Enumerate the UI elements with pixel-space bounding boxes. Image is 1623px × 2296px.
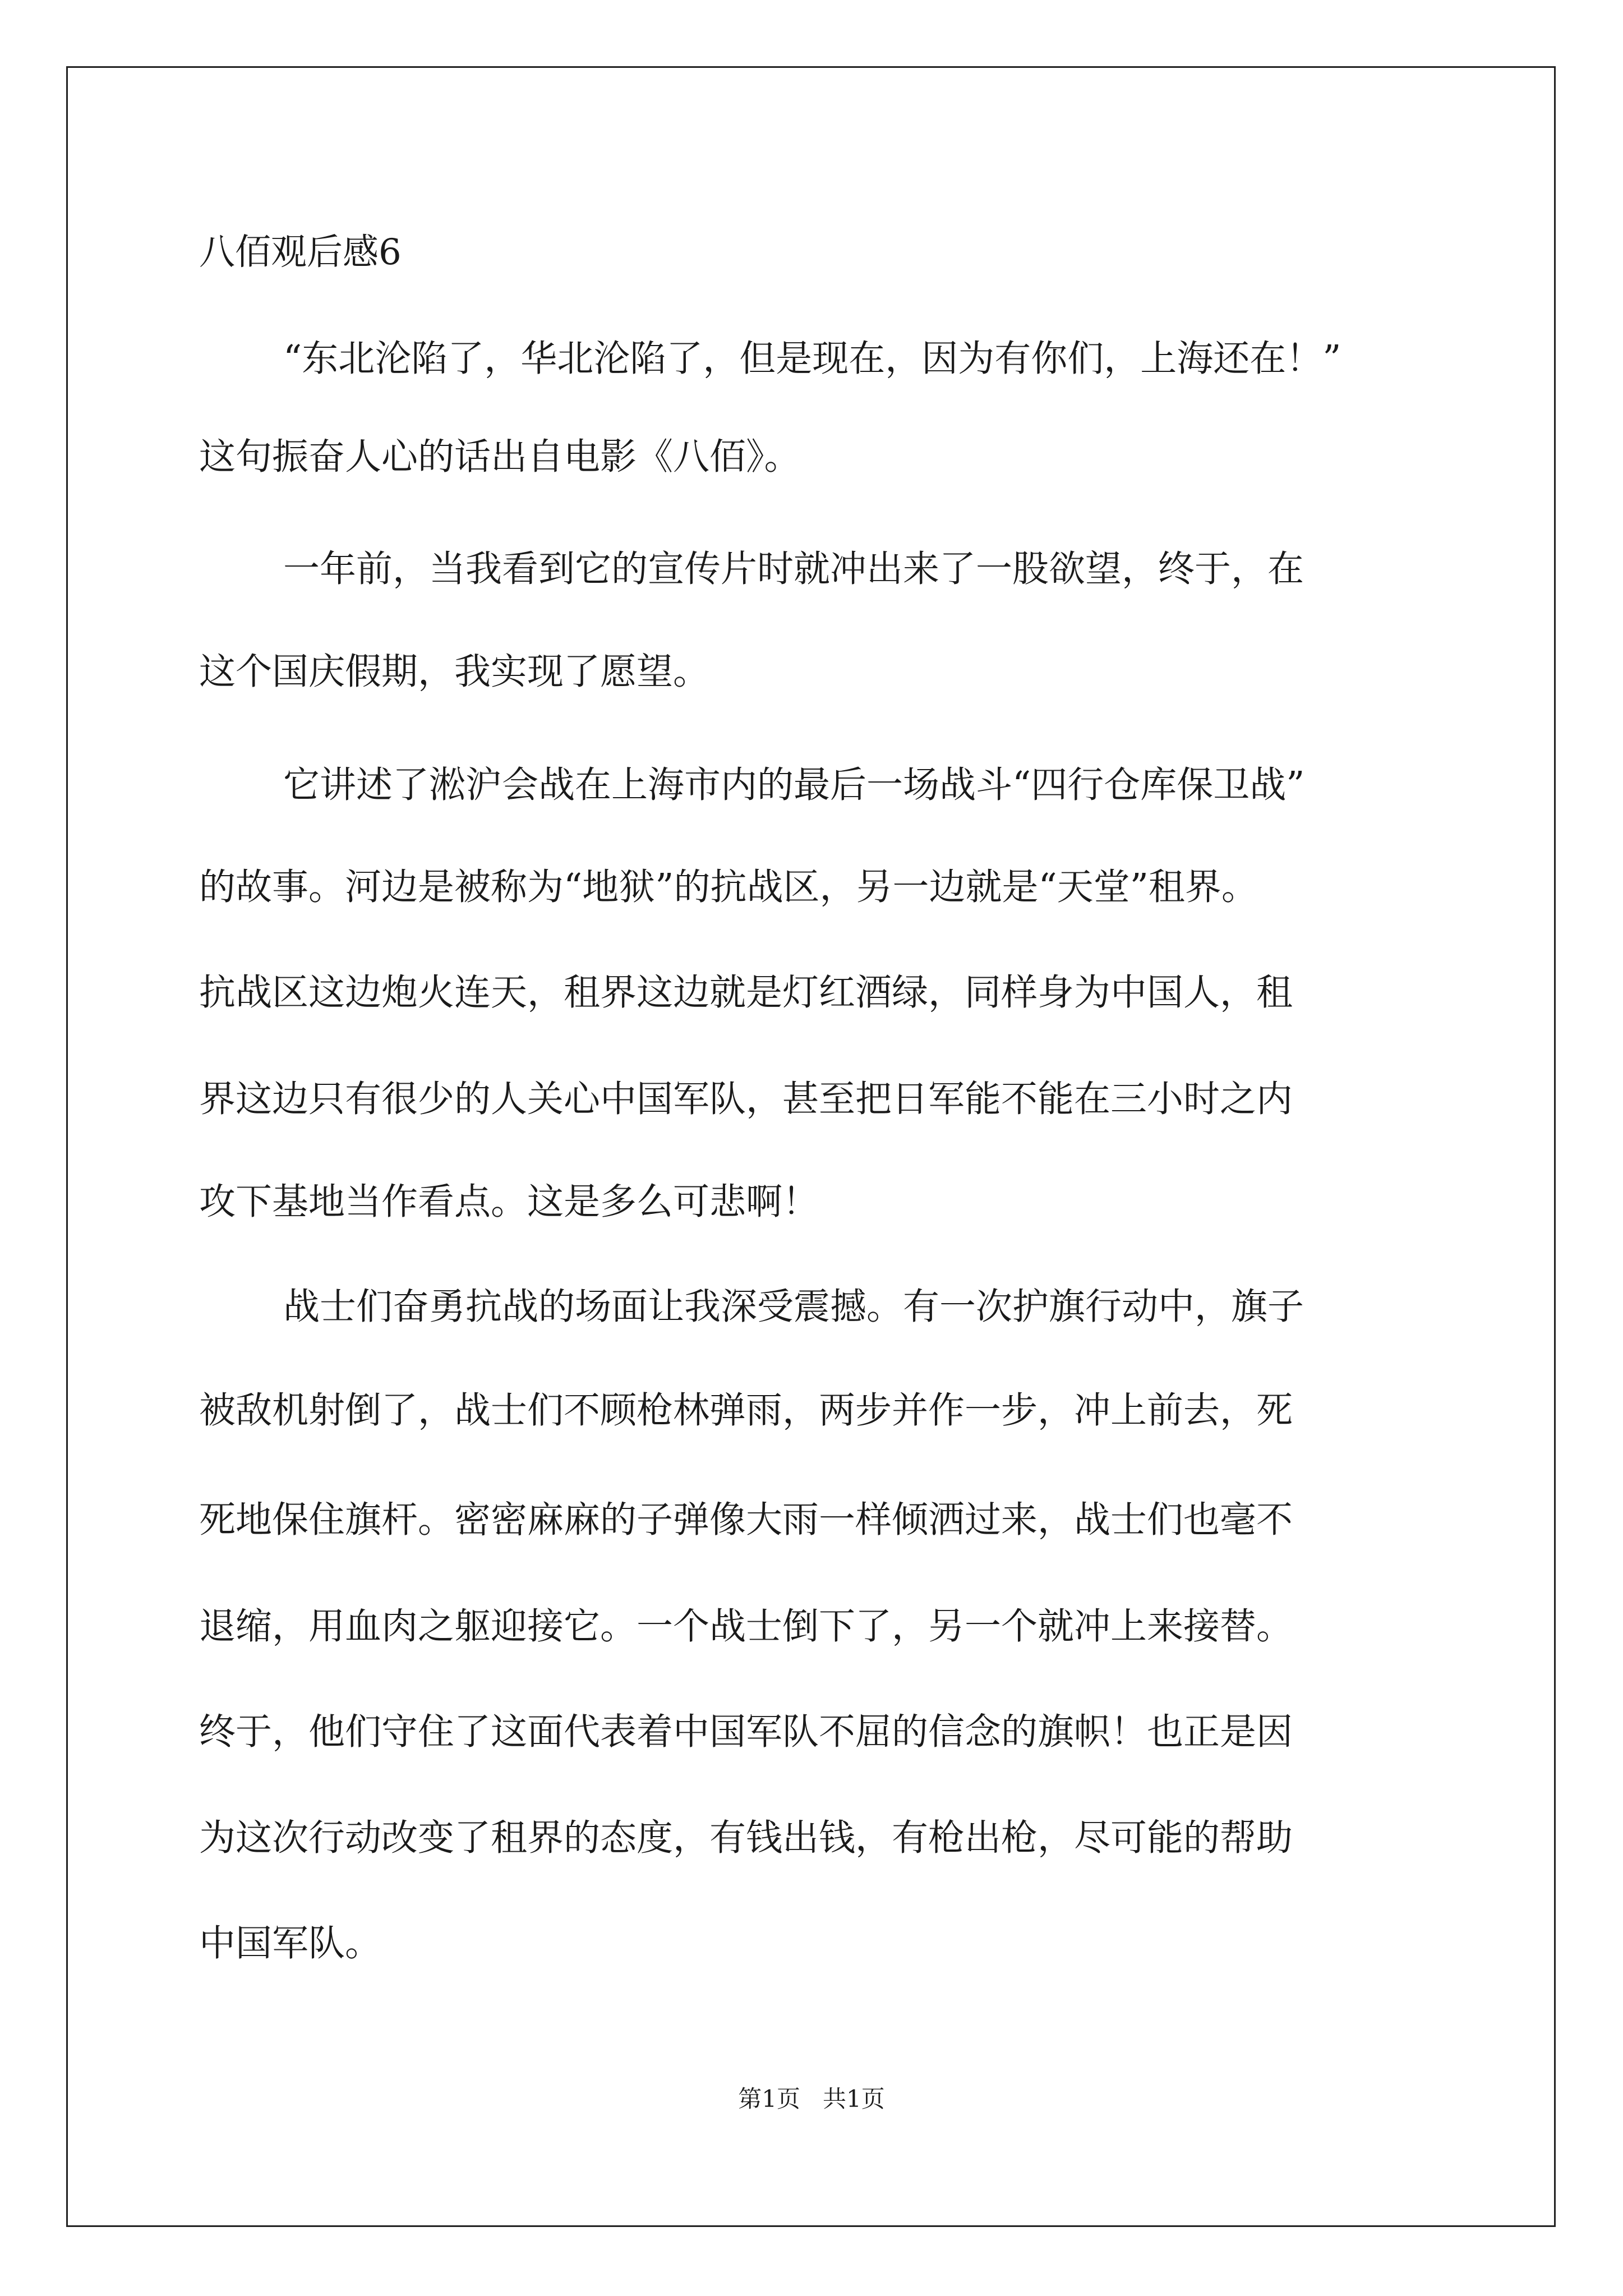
paragraph-3-line-1: 它讲述了淞沪会战在上海市内的最后一场战斗“四行仓库保卫战” [283,764,1305,806]
paragraph-4-line-2: 被敌机射倒了，战士们不顾枪林弹雨，两步并作一步，冲上前去，死 [199,1389,1293,1432]
paragraph-4-line-1: 战士们奋勇抗战的场面让我深受震撼。有一次护旗行动中，旗子 [283,1286,1304,1328]
paragraph-2-line-2: 这个国庆假期，我实现了愿望。 [199,651,710,693]
paragraph-4-line-3: 死地保住旗杆。密密麻麻的子弹像大雨一样倾洒过来，战士们也毫不 [199,1499,1293,1541]
document-title: 八佰观后感6 [199,232,402,273]
paragraph-4-line-6: 为这次行动改变了租界的态度，有钱出钱，有枪出枪，尽可能的帮助 [199,1817,1293,1859]
paragraph-1-line-1: “东北沦陷了，华北沦陷了，但是现在，因为有你们，上海还在！” [283,338,1341,380]
paragraph-4-line-4: 退缩，用血肉之躯迎接它。一个战士倒下了，另一个就冲上来接替。 [199,1605,1293,1648]
page-number-footer: 第1页 共1页 [738,2085,885,2113]
paragraph-3-line-4: 界这边只有很少的人关心中国军队，甚至把日军能不能在三小时之内 [199,1078,1293,1120]
page-border [66,66,1556,2227]
paragraph-3-line-2: 的故事。河边是被称为“地狱”的抗战区，另一边就是“天堂”租界。 [199,866,1258,908]
paragraph-4-line-5: 终于，他们守住了这面代表着中国军队不屈的信念的旗帜！也正是因 [199,1711,1293,1753]
paragraph-3-line-3: 抗战区这边炮火连天，租界这边就是灯红酒绿，同样身为中国人，租 [199,972,1293,1014]
paragraph-2-line-1: 一年前，当我看到它的宣传片时就冲出来了一股欲望，终于，在 [283,548,1304,590]
paragraph-1-line-2: 这句振奋人心的话出自电影《八佰》。 [199,436,801,478]
paragraph-3-line-5: 攻下基地当作看点。这是多么可悲啊！ [199,1181,819,1223]
paragraph-4-line-7: 中国军队。 [199,1922,382,1964]
